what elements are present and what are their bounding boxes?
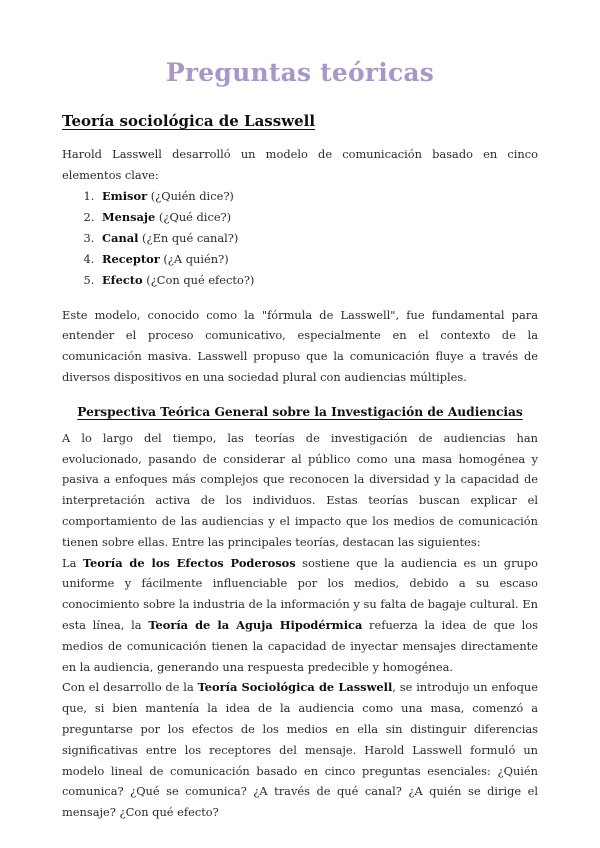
text-run: , se introdujo un enfoque que, si bien mantenía la idea de la audiencia como una masa, comenzó a preguntarse por los efectos de los medios en ella sin distinguir diferencias significativas entre los receptores del mensaje. Harold Lasswell formuló un modelo lineal de comunicación basado en cinco preguntas esenciales: ¿Quién comunica? ¿Qué se comunica? ¿A través de qué canal? ¿A quién se dirige el mensaje? ¿Con qué efecto? [62,680,538,820]
list-item [98,186,538,207]
element-term: Emisor [102,188,148,203]
text-run: La [62,555,83,570]
element-term: Canal [102,230,139,245]
section-heading-lasswell: Teoría sociológica de Lasswell [62,112,316,130]
section-heading-audiences: Perspectiva Teórica General sobre la Investigación de Audiencias [77,404,523,419]
list-item [98,207,538,228]
element-question: (¿Con qué efecto?) [142,272,255,287]
list-item [98,270,538,291]
bold-term: Teoría de la Aguja Hipodérmica [148,617,363,632]
lasswell-theory-paragraph [62,677,538,823]
bold-term: Teoría Sociológica de Lasswell [197,680,393,695]
powerful-effects-paragraph [62,553,538,678]
text-run: sostiene que la audiencia es un grupo uniforme y fácilmente influenciable por los medios, debido a su escaso conocimiento sobre la industria de la información y su falta de bagaje cultural. En esta línea, la [62,555,538,632]
audiences-paragraph: A lo largo del tiempo, las teorías de investigación de audiencias han evolucionado, pasando de considerar al público como una masa homogénea y pasiva a enfoques más complejos que reconocen la diversidad y la capacidad de interpretación activa de los individuos. Estas teorías buscan explicar el comportamiento de las audiencias y el impacto que los medios de comunicación tienen sobre ellas. Entre las principales teorías, destacan las siguientes: [62,430,538,549]
list-item [98,228,538,249]
list-item [98,249,538,270]
elements-list [62,186,538,291]
page-title: Preguntas teóricas [165,58,435,87]
element-term: Receptor [102,251,160,266]
text-run: Con el desarrollo de la [62,680,198,695]
element-term: Mensaje [102,209,156,224]
element-question: (¿Qué dice?) [155,209,232,224]
bold-term: Teoría de los Efectos Poderosos [82,555,296,570]
element-question: (¿Quién dice?) [147,188,234,203]
element-question: (¿A quién?) [159,251,229,266]
text-run: refuerza la idea de que los medios de comunicación tienen la capacidad de inyectar mensajes directamente en la audiencia, generando una respuesta predecible y homogénea. [62,617,538,674]
element-term: Efecto [102,272,143,287]
intro-paragraph: Harold Lasswell desarrolló un modelo de comunicación basado en cinco elementos clave: [62,147,538,182]
lasswell-formula-paragraph: Este modelo, conocido como la "fórmula de Lasswell", fue fundamental para entender el proceso comunicativo, especialmente en el contexto de la comunicación masiva. Lasswell propuso que la comunicación fluye a través de diversos dispositivos en una sociedad plural con audiencias múltiples. [62,307,538,384]
element-question: (¿En qué canal?) [138,230,239,245]
